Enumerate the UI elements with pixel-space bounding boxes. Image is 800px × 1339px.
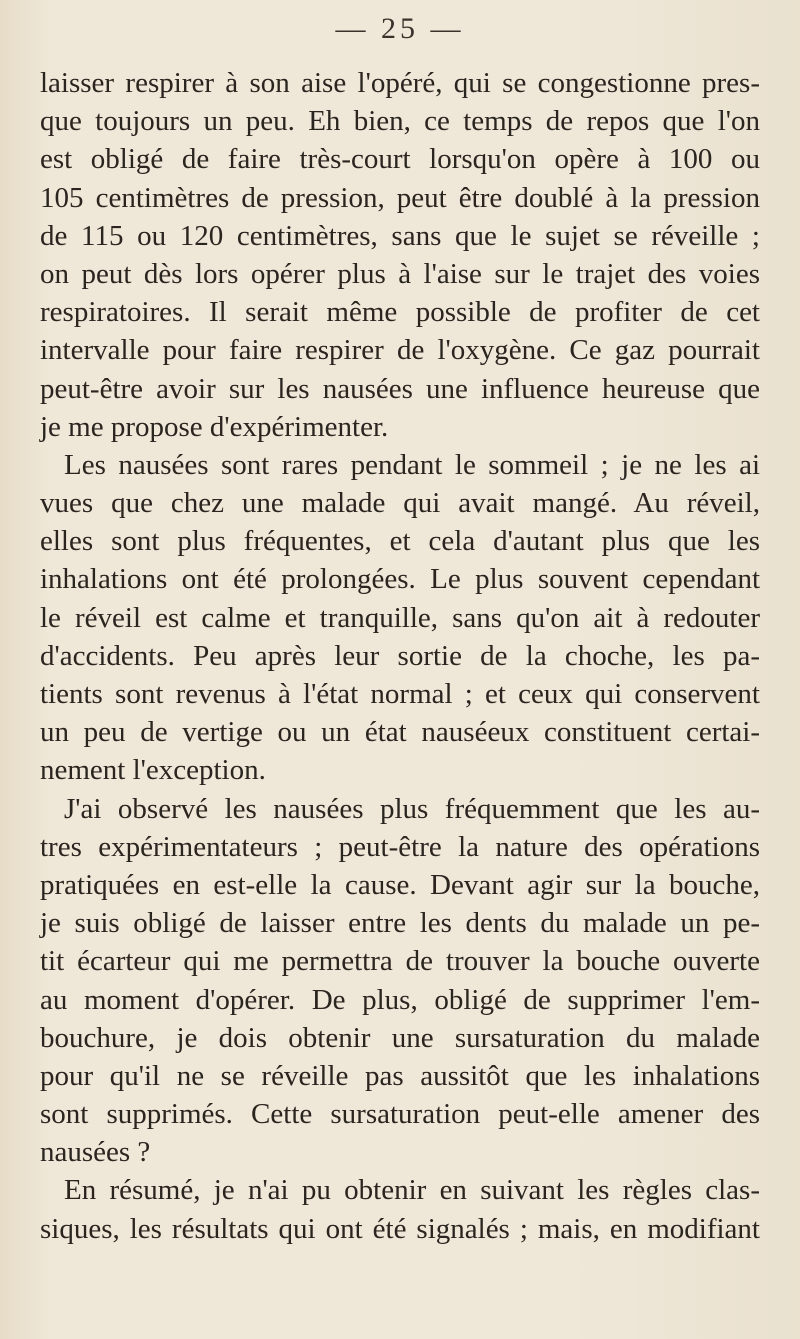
text-line: Les nausées sont rares pendant le sommeil ; je ne les ai (64, 448, 760, 481)
text-line: le réveil est calme et tranquille, sans qu'on ait à redouter (40, 601, 760, 634)
text-line: siques, les résultats qui ont été signalés ; mais, en modifiant (40, 1212, 760, 1245)
text-line: un peu de vertige ou un état nauséeux constituent certai- (40, 716, 760, 749)
text-line: je me propose d'expérimenter. (40, 410, 389, 443)
text-line: inhalations ont été prolongées. Le plus souvent cependant (40, 563, 760, 596)
page-number: — 25 — (335, 12, 465, 45)
text-line: vues que chez une malade qui avait mangé. Au réveil, (40, 487, 760, 520)
text-line: elles sont plus fréquentes, et cela d'autant plus que les (40, 525, 760, 558)
text-line: pour qu'il ne se réveille pas aussitôt que les inhalations (40, 1059, 760, 1092)
text-line: En résumé, je n'ai pu obtenir en suivant les règles clas- (64, 1174, 760, 1207)
text-line: intervalle pour faire respirer de l'oxygène. Ce gaz pourrait (40, 334, 760, 367)
text-line: de 115 ou 120 centimètres, sans que le sujet se réveille ; (40, 219, 760, 252)
text-line: laisser respirer à son aise l'opéré, qui se congestionne pres- (40, 67, 760, 99)
text-line: 105 centimètres de pression, peut être doublé à la pression (40, 181, 760, 214)
text-line: J'ai observé les nausées plus fréquemment que les au- (64, 792, 760, 825)
text-line: respiratoires. Il serait même possible de profiter de cet (40, 296, 760, 329)
text-line: nement l'exception. (40, 754, 266, 787)
text-line: que toujours un peu. Eh bien, ce temps de repos que l'on (40, 105, 760, 138)
text-line: peut-être avoir sur les nausées une influence heureuse que (40, 372, 760, 405)
text-line: sont supprimés. Cette sursaturation peut-elle amener des (40, 1098, 760, 1131)
text-line: tit écarteur qui me permettra de trouver la bouche ouverte (40, 945, 760, 978)
text-line: bouchure, je dois obtenir une sursaturation du malade (40, 1021, 760, 1054)
text-line: d'accidents. Peu après leur sortie de la choche, les pa- (40, 639, 760, 672)
text-line: tients sont revenus à l'état normal ; et ceux qui conservent (40, 678, 760, 710)
text-line: est obligé de faire très-court lorsqu'on opère à 100 ou (40, 143, 760, 176)
text-line: tres expérimentateurs ; peut-être la nature des opérations (40, 830, 760, 863)
text-line: on peut dès lors opérer plus à l'aise sur le trajet des voies (40, 257, 760, 290)
text-line: je suis obligé de laisser entre les dents du malade un pe- (40, 907, 760, 940)
text-line: nausées ? (40, 1136, 151, 1169)
text-line: au moment d'opérer. De plus, obligé de supprimer l'em- (40, 983, 760, 1016)
text-line: pratiquées en est-elle la cause. Devant agir sur la bouche, (40, 868, 760, 901)
body-text (40, 64, 760, 1248)
